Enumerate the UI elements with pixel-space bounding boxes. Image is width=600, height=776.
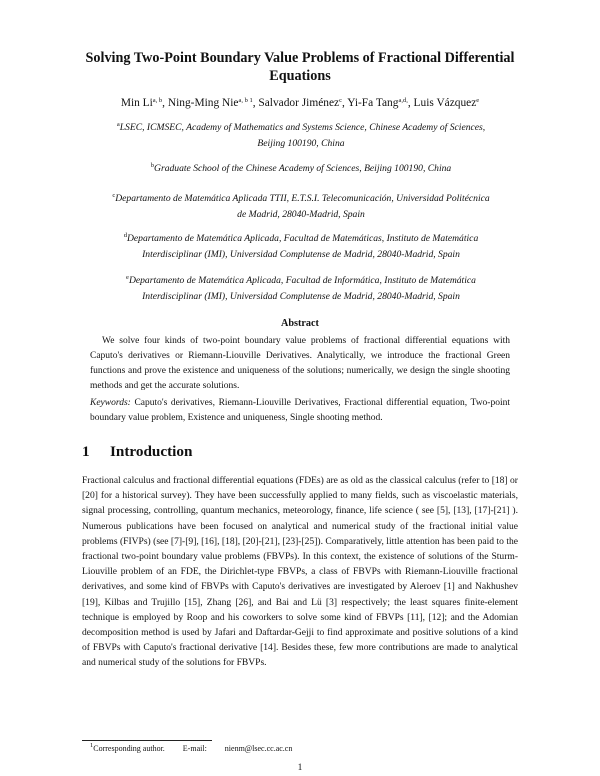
footnote	[90, 744, 292, 754]
footnote-label: Corresponding author.	[93, 744, 165, 753]
section-body-text: Fractional calculus and fractional differential equations (FDEs) are as old as the classical calculus (refer to [18] or [20] for a historical survey). They have been successfully applied to many fields, such as viscoelastic materials, signal processing, controlling, quantum mechanics, meteorology, finance, life science ( see [5], [13], [17]-[21] ). Numerous publications have been focused on analytical and numerical study of the fractional initial value problems (FIVPs) (see [7]-[9], [16], [18], [20]-[21], [23]-[25]). Comparatively, little attention has been paid to the fractional two-point boundary value problems (FBVPs). In this context, the existence of solutions of the Sturm-Liouville problem of an FDE, the Dirichlet-type FBVPs, a class of FBVPs with Riemann-Liouville fractional derivatives, and some kind of FBVPs with Caputo's derivatives are investigated by Aleroev [1] and Nakhushev [19], Kilbas and Trujillo [15], Zhang [26], and Bai and Lü [3] respectively; the least squares finite-element technique is employed by Roop and his coworkers to solve some kind of FBVPs [11], [12]; and the Adomian decomposition method is used by Jafari and Daftardar-Gejji to find approximate and positive solutions of a kind of FBVPs with Caputo's fractional derivative [14]. Besides these, few more contributions are made to analytical and numerical study of the solutions for FBVPs.	[82, 475, 518, 669]
affiliation-e	[66, 273, 536, 305]
affiliation-mark: a	[116, 121, 120, 128]
author-name: Luis Vázquez	[413, 97, 477, 109]
affiliation-line: Departamento de Matemática Aplicada, Facultad de Informática, Instituto de Matemática	[128, 275, 476, 286]
footnote-rule	[82, 740, 212, 741]
author-name: Salvador Jiménez	[258, 97, 340, 109]
author-affiliation-mark: e	[476, 97, 480, 104]
author-name: Ning-Ming Nie	[167, 97, 239, 109]
affiliation-d	[66, 231, 536, 263]
footnote-email: nienm@lsec.cc.ac.cn	[224, 744, 293, 753]
affiliation-line: Interdisciplinar (IMI), Universidad Complutense de Madrid, 28040-Madrid, Spain	[142, 249, 460, 260]
affiliation-line: Interdisciplinar (IMI), Universidad Complutense de Madrid, 28040-Madrid, Spain	[142, 291, 460, 302]
abstract-heading: Abstract	[281, 318, 319, 329]
author-affiliation-mark: c	[339, 97, 342, 104]
footnote-mark: 1	[90, 742, 94, 749]
affiliation-mark: b	[150, 162, 155, 169]
affiliation-a	[66, 120, 536, 152]
footnote-email-label: E-mail:	[182, 744, 207, 753]
author-list: Min Li$^{a, b}$, Ning-Ming Nie$^{a, b 1}$, Salvador Jiménez$^c$, Yi-Fa Tang$^{a,d,}$, Luis Vázquez$^e$	[120, 97, 480, 109]
affiliation-line: Beijing 100190, China	[257, 138, 345, 149]
abstract-text: We solve four kinds of two-point boundary value problems of fractional differential equations with Caputo's derivatives or Riemann-Liouville Derivatives. Analytically, we introduce the fractional Green functions and prove the existence and uniqueness of the solutions; numerically, we design the single shooting methods and get the accurate solutions.	[90, 336, 510, 391]
author-affiliation-mark: a, b	[152, 97, 163, 104]
affiliation-mark: d	[123, 232, 127, 239]
author-affiliation-mark: a, b 1	[238, 97, 253, 104]
affiliation-line: Departamento de Matemática Aplicada, Facultad de Matemáticas, Instituto de Matemática	[126, 233, 479, 244]
paper-title: Solving Two-Point Boundary Value Problems of Fractional Differential Equations	[85, 50, 515, 84]
section-heading	[82, 443, 192, 461]
author-name: Yi-Fa Tang	[347, 97, 399, 109]
affiliation-mark: c	[112, 192, 116, 199]
affiliation-line: Graduate School of the Chinese Academy of Sciences, Beijing 100190, China	[154, 163, 452, 174]
affiliation-c	[66, 191, 536, 223]
affiliation-b	[66, 161, 536, 177]
section-title: Introduction	[110, 443, 193, 460]
affiliation-mark: e	[126, 274, 129, 281]
affiliation-line: de Madrid, 28040-Madrid, Spain	[237, 209, 365, 220]
affiliation-line: LSEC, ICMSEC, Academy of Mathematics and Systems Science, Chinese Academy of Sciences,	[119, 122, 486, 133]
author-name: Min Li	[120, 97, 153, 109]
page-number: 1	[297, 763, 303, 773]
keywords	[90, 396, 510, 426]
section-number: 1	[82, 443, 90, 460]
affiliation-line: Departamento de Matemática Aplicada TTII, E.T.S.I. Telecomunicación, Universidad Politécnica	[115, 193, 490, 204]
keywords-text: Caputo's derivatives, Riemann-Liouville Derivatives, Fractional differential equation, Two-point boundary value problem, Existence and uniqueness, Single shooting method.	[90, 398, 511, 423]
author-affiliation-mark: a,d,	[398, 97, 408, 104]
keywords-label: Keywords:	[90, 398, 131, 408]
